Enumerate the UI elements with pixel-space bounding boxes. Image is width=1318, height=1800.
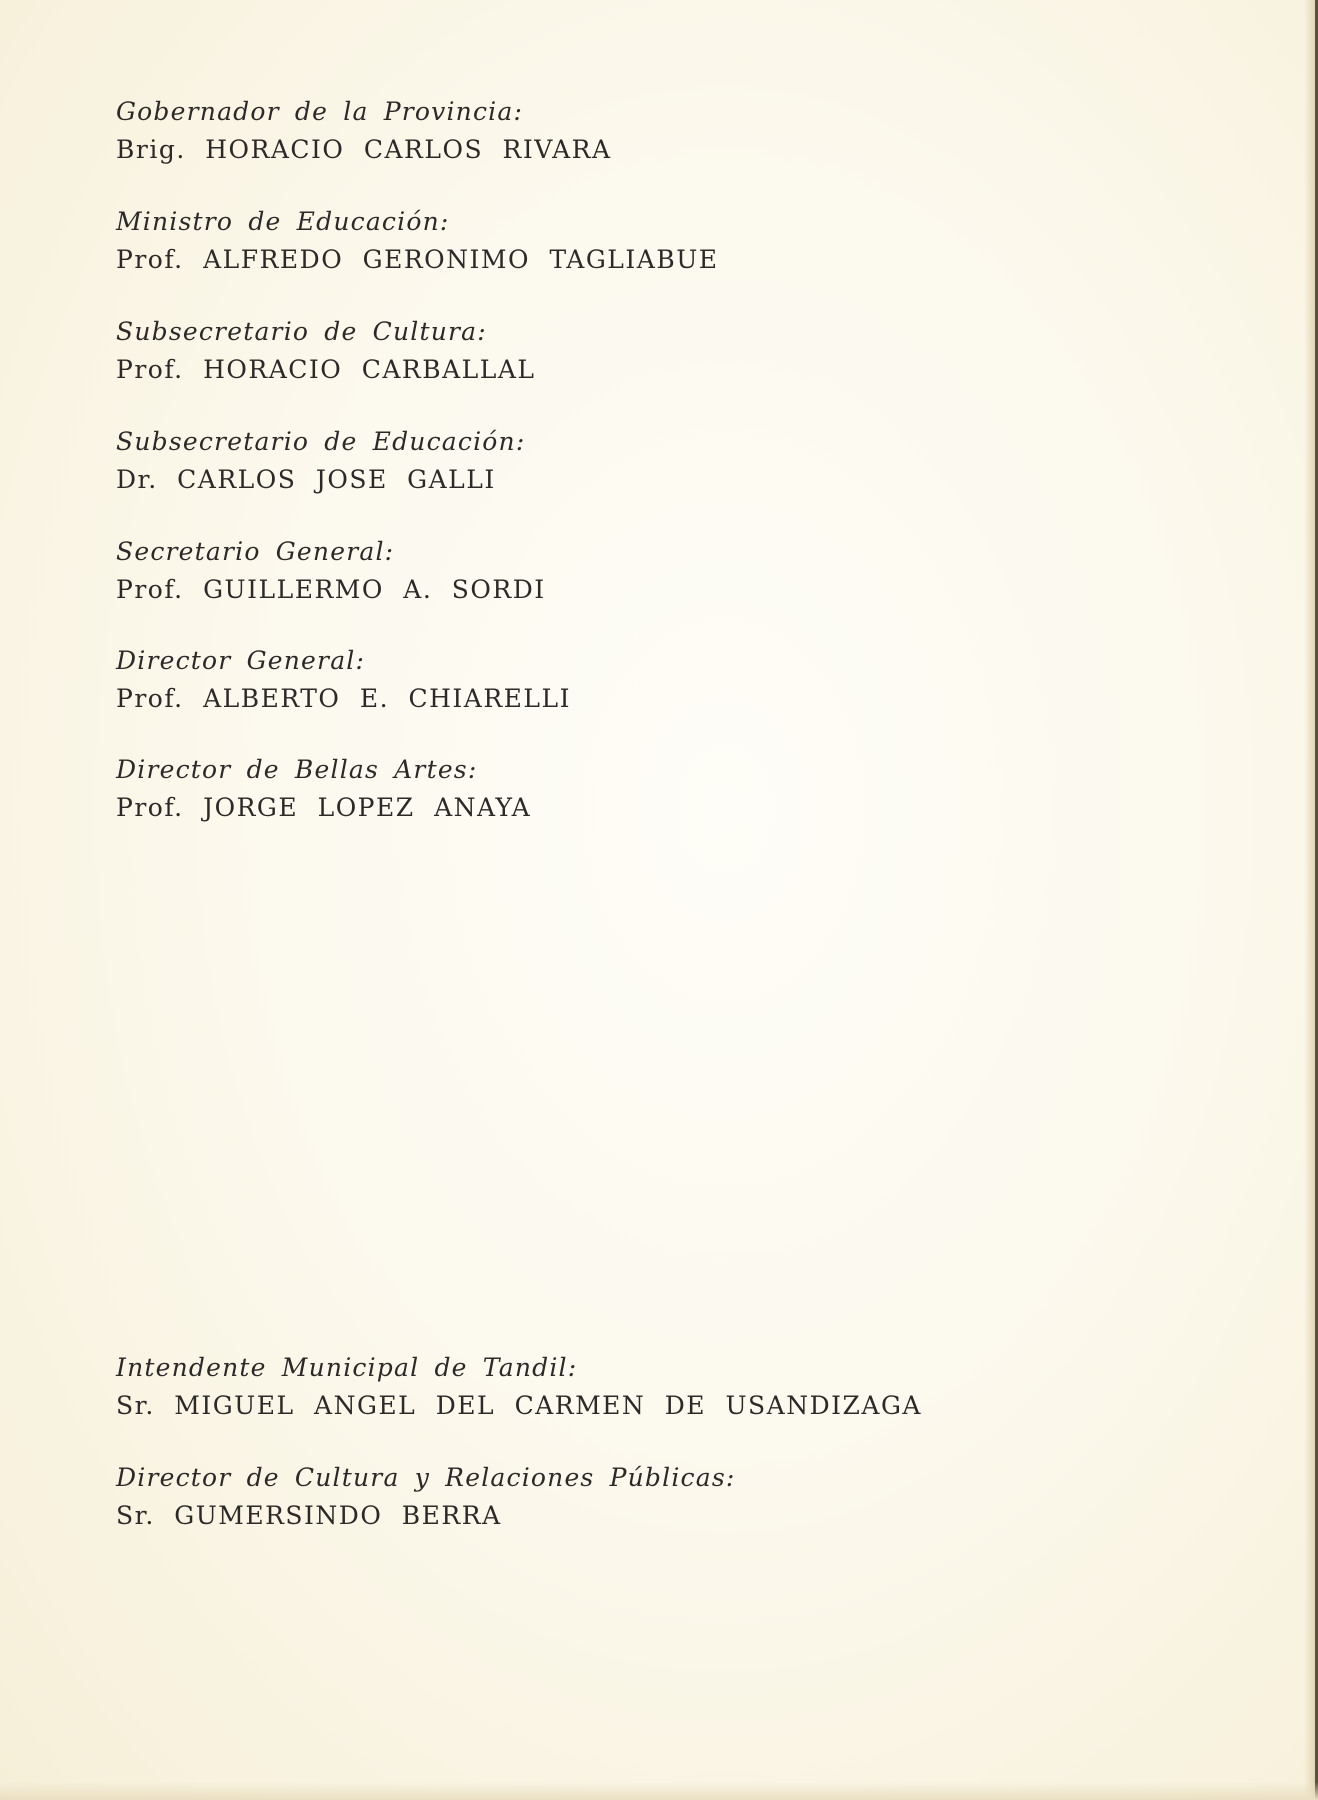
person-name: Brig. HORACIO CARLOS RIVARA bbox=[116, 135, 612, 164]
official-entry-culture-undersecretary bbox=[116, 317, 536, 385]
person-name: Dr. CARLOS JOSE GALLI bbox=[116, 465, 496, 494]
official-entry-governor bbox=[116, 97, 612, 165]
page-edge-bottom bbox=[0, 1782, 1318, 1800]
role-label: Subsecretario de Cultura: bbox=[116, 317, 487, 346]
municipal-entry-culture-director bbox=[116, 1463, 736, 1531]
person-name: Prof. JORGE LOPEZ ANAYA bbox=[116, 793, 532, 822]
official-entry-fine-arts-director bbox=[116, 755, 531, 823]
official-entry-general-secretary bbox=[116, 537, 546, 605]
person-name: Prof. ALBERTO E. CHIARELLI bbox=[116, 684, 572, 713]
person-name: Prof. GUILLERMO A. SORDI bbox=[116, 575, 546, 604]
official-entry-education-minister bbox=[116, 207, 719, 275]
person-name: Sr. MIGUEL ANGEL DEL CARMEN DE USANDIZAGA bbox=[116, 1391, 922, 1420]
role-label: Director General: bbox=[116, 646, 366, 675]
role-label: Subsecretario de Educación: bbox=[116, 427, 526, 456]
role-label: Ministro de Educación: bbox=[116, 207, 450, 236]
person-name: Prof. HORACIO CARBALLAL bbox=[116, 355, 536, 384]
role-label: Secretario General: bbox=[116, 537, 395, 566]
role-label: Director de Cultura y Relaciones Públicas: bbox=[116, 1463, 736, 1492]
municipal-entry-mayor bbox=[116, 1353, 922, 1421]
person-name: Sr. GUMERSINDO BERRA bbox=[116, 1501, 502, 1530]
role-label: Director de Bellas Artes: bbox=[116, 755, 478, 784]
person-name: Prof. ALFREDO GERONIMO TAGLIABUE bbox=[116, 245, 719, 274]
official-entry-education-undersecretary bbox=[116, 427, 525, 495]
role-label: Intendente Municipal de Tandil: bbox=[116, 1353, 578, 1382]
official-entry-general-director bbox=[116, 646, 571, 714]
role-label: Gobernador de la Provincia: bbox=[116, 97, 524, 126]
